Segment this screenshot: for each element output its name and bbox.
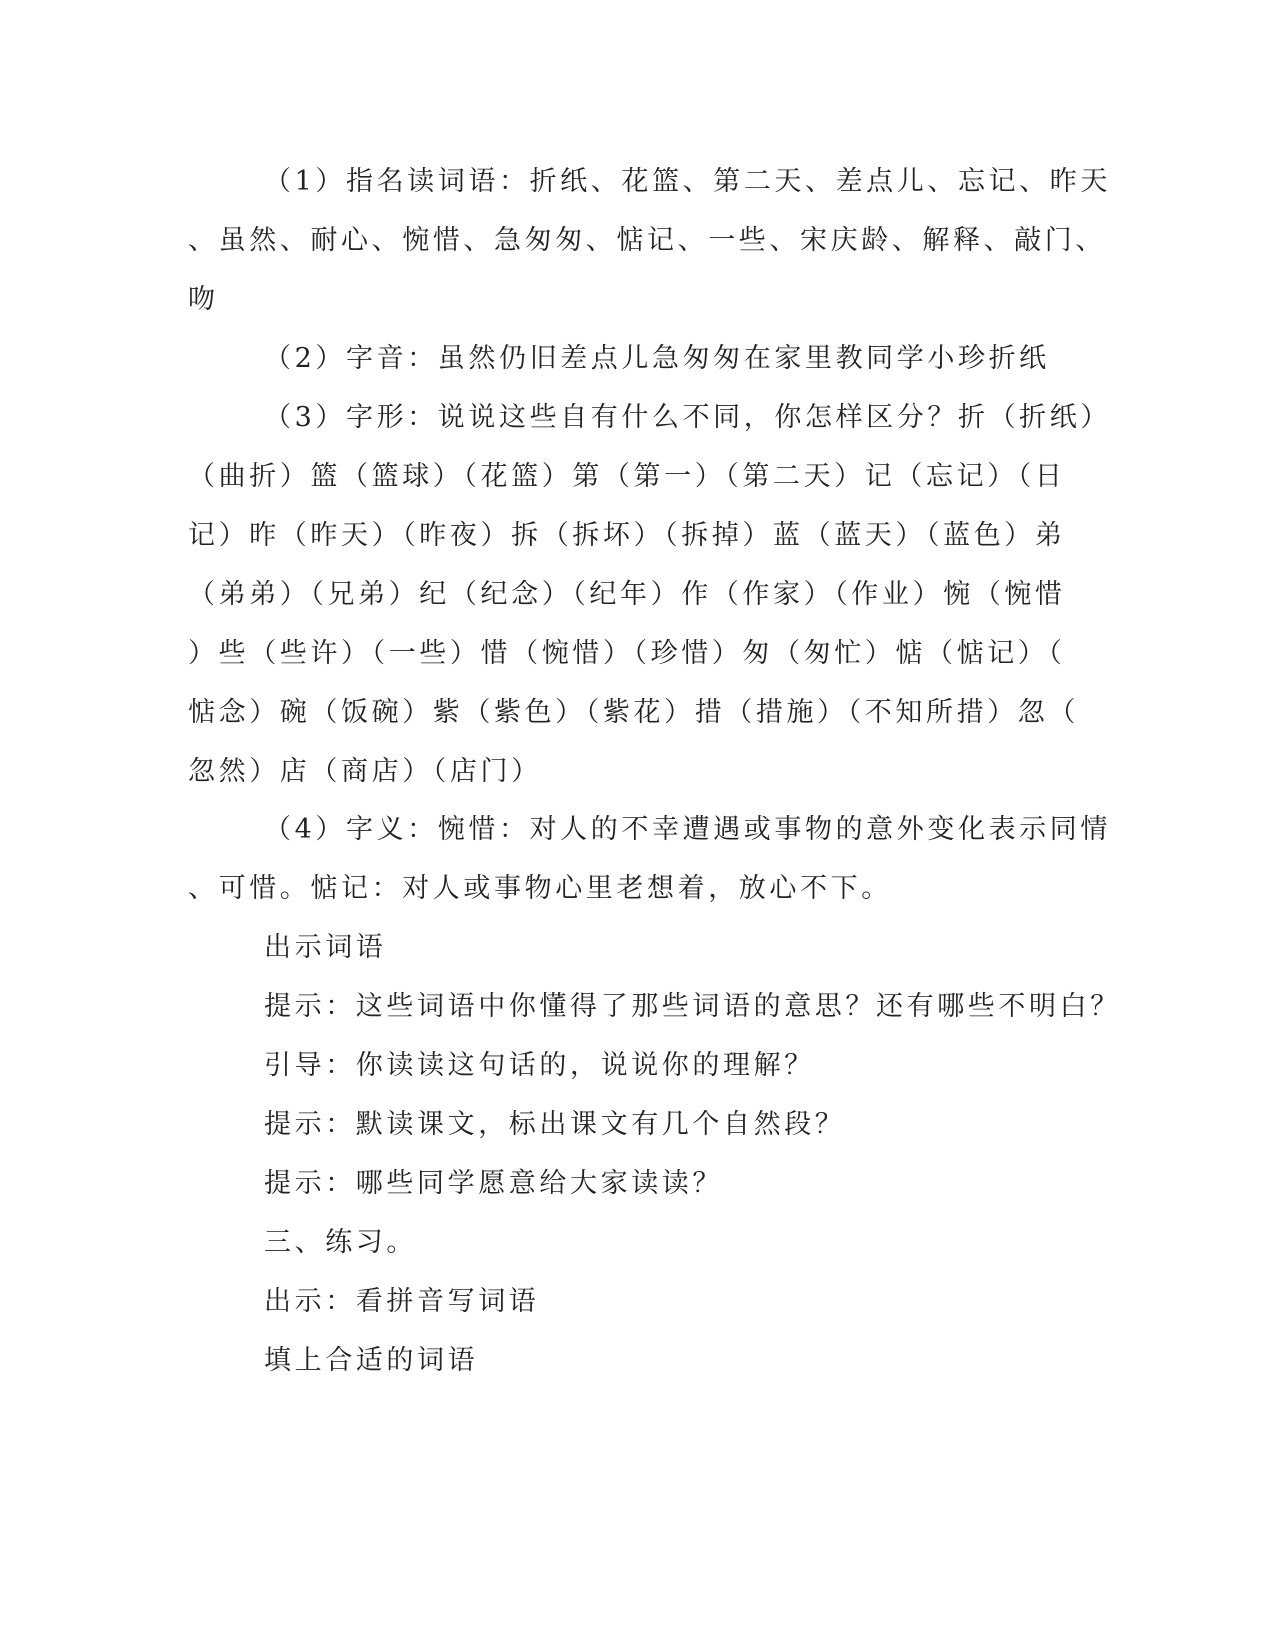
show-pinyin-line: 出示：看拼音写词语 <box>264 1286 540 1317</box>
paragraph-character-form-cont-4: ）些（些许）（一些）惜（惋惜）（珍惜）匆（匆忙）惦（惦记）（ <box>188 638 1066 669</box>
paragraph-meaning-cont: 、可惜。惦记：对人或事物心里老想着，放心不下。 <box>188 873 892 904</box>
paragraph-meaning: （4）字义：惋惜：对人的不幸遭遇或事物的意外变化表示同情 <box>264 814 1111 845</box>
paragraph-pronunciation: （2）字音：虽然仍旧差点儿急匆匆在家里教同学小珍折纸 <box>264 343 1050 374</box>
fill-words-line: 填上合适的词语 <box>264 1345 479 1376</box>
paragraph-word-reading-cont: 、虽然、耐心、惋惜、急匆匆、惦记、一些、宋庆龄、解释、敲门、 <box>188 225 1106 256</box>
paragraph-character-form-cont-1: （曲折）篮（篮球）（花篮）第（第一）（第二天）记（忘记）（日 <box>188 461 1066 492</box>
paragraph-character-form-end: 忽然）店（商店）（店门） <box>188 756 542 787</box>
paragraph-character-form: （3）字形：说说这些自有什么不同，你怎样区分？折（折纸） <box>264 402 1111 433</box>
paragraph-word-reading-end: 吻 <box>188 284 219 315</box>
hint-line-2: 提示：默读课文，标出课文有几个自然段？ <box>264 1109 846 1140</box>
paragraph-word-reading: （1）指名读词语：折纸、花篮、第二天、差点儿、忘记、昨天 <box>264 166 1111 197</box>
paragraph-character-form-cont-2: 记）昨（昨天）（昨夜）拆（拆坏）（拆掉）蓝（蓝天）（蓝色）弟 <box>188 520 1066 551</box>
guide-line: 引导：你读读这句话的，说说你的理解？ <box>264 1050 815 1081</box>
hint-line-3: 提示：哪些同学愿意给大家读读？ <box>264 1168 723 1199</box>
paragraph-character-form-cont-5: 惦念）碗（饭碗）紫（紫色）（紫花）措（措施）（不知所措）忽（ <box>188 697 1079 728</box>
paragraph-character-form-cont-3: （弟弟）（兄弟）纪（纪念）（纪年）作（作家）（作业）惋（惋惜 <box>188 579 1066 610</box>
hint-line-1: 提示：这些词语中你懂得了那些词语的意思？还有哪些不明白？ <box>264 991 1121 1022</box>
show-words-line: 出示词语 <box>264 932 387 963</box>
section-heading-practice: 三、练习。 <box>264 1227 417 1258</box>
